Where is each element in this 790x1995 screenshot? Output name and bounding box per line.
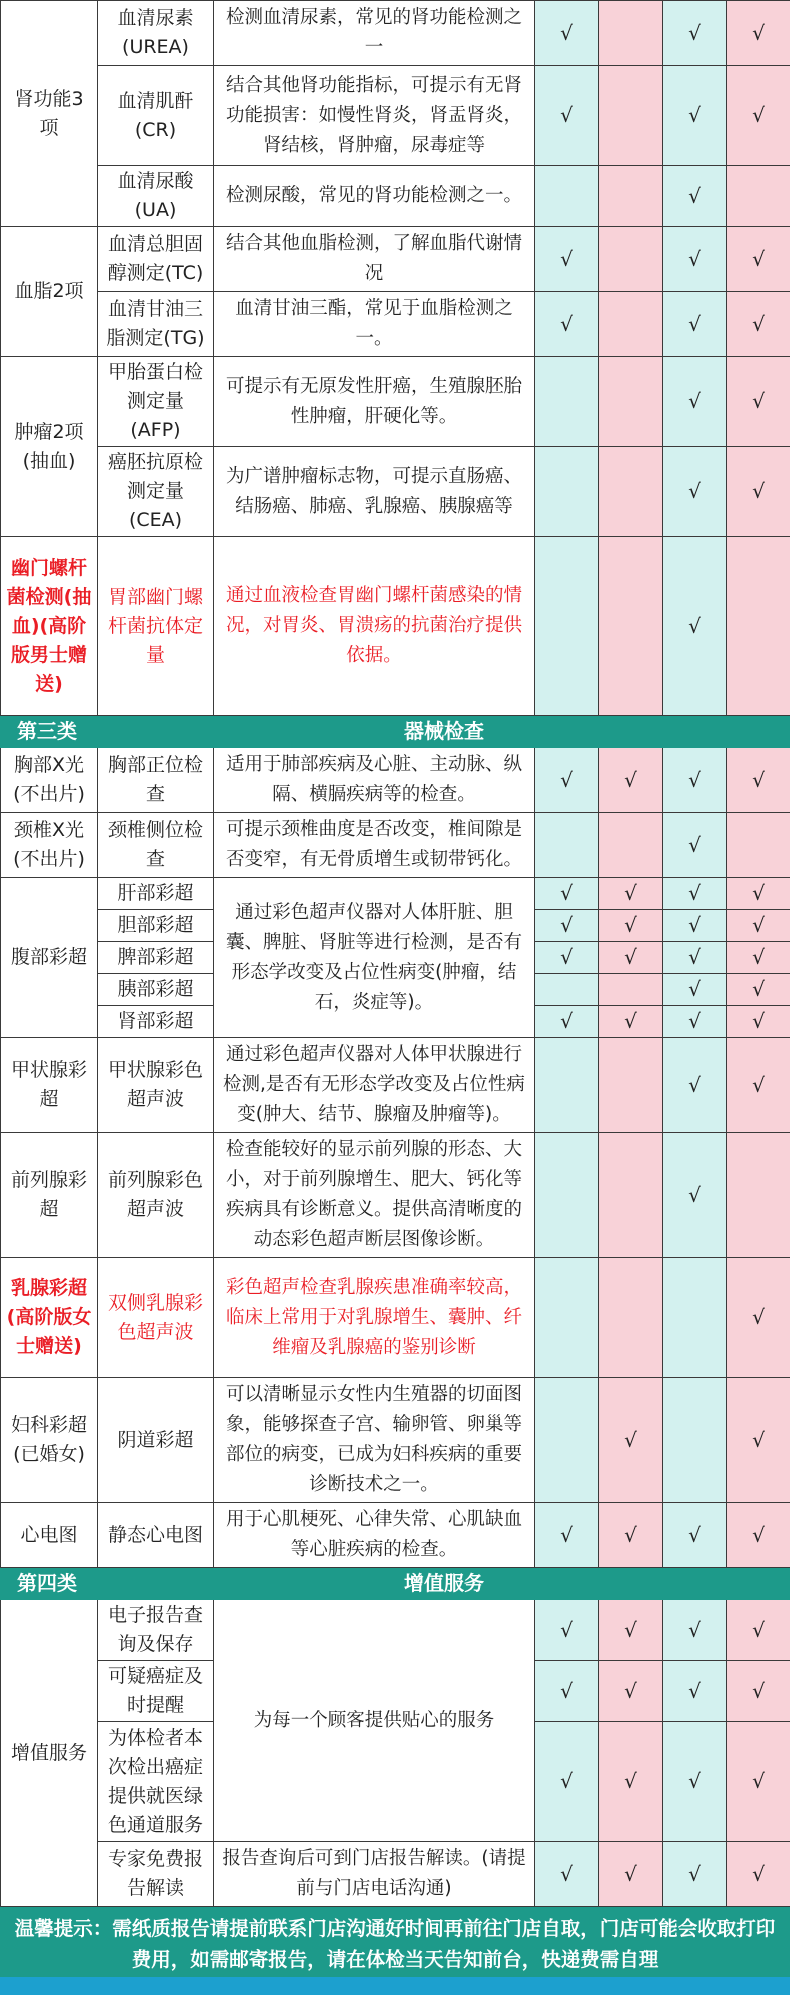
table-row bbox=[1, 447, 790, 537]
table-row bbox=[1, 1503, 790, 1568]
check-mark: √ bbox=[599, 910, 663, 942]
category-cell: 肿瘤2项(抽血) bbox=[1, 357, 98, 537]
category-cell: 血脂2项 bbox=[1, 227, 98, 357]
category-cell: 妇科彩超(已婚女) bbox=[1, 1378, 98, 1503]
empty-cell bbox=[535, 537, 599, 716]
empty-cell bbox=[535, 1038, 599, 1133]
item-cell: 胃部幽门螺杆菌抗体定量 bbox=[98, 537, 214, 716]
category-cell: 心电图 bbox=[1, 1503, 98, 1568]
desc-cell: 为每一个顾客提供贴心的服务 bbox=[214, 1600, 535, 1842]
category-cell: 乳腺彩超(高阶版女士赠送) bbox=[1, 1258, 98, 1378]
table-row bbox=[1, 166, 790, 227]
item-cell: 脾部彩超 bbox=[98, 942, 214, 974]
item-cell: 颈椎侧位检查 bbox=[98, 813, 214, 878]
item-cell: 血清尿素(UREA) bbox=[98, 1, 214, 66]
check-mark: √ bbox=[727, 1258, 790, 1378]
table-row bbox=[1, 878, 790, 910]
item-cell: 胰部彩超 bbox=[98, 974, 214, 1006]
section-header bbox=[1, 1568, 790, 1600]
check-mark: √ bbox=[663, 1722, 727, 1842]
check-mark: √ bbox=[663, 748, 727, 813]
check-mark: √ bbox=[663, 1006, 727, 1038]
table-row bbox=[1, 748, 790, 813]
check-mark: √ bbox=[663, 447, 727, 537]
desc-cell: 为广谱肿瘤标志物，可提示直肠癌、结肠癌、肺癌、乳腺癌、胰腺癌等 bbox=[214, 447, 535, 537]
item-cell: 前列腺彩色超声波 bbox=[98, 1133, 214, 1258]
section-title: 增值服务 bbox=[98, 1568, 790, 1600]
check-mark: √ bbox=[663, 1133, 727, 1258]
empty-cell bbox=[535, 357, 599, 447]
table-row bbox=[1, 813, 790, 878]
item-cell: 专家免费报告解读 bbox=[98, 1842, 214, 1907]
empty-cell bbox=[535, 1258, 599, 1378]
empty-cell bbox=[599, 813, 663, 878]
check-mark: √ bbox=[535, 1661, 599, 1722]
check-mark: √ bbox=[663, 1503, 727, 1568]
check-mark: √ bbox=[599, 1722, 663, 1842]
check-mark: √ bbox=[727, 447, 790, 537]
item-cell: 肾部彩超 bbox=[98, 1006, 214, 1038]
section-label: 第四类 bbox=[1, 1568, 98, 1600]
check-mark: √ bbox=[727, 1600, 790, 1661]
empty-cell bbox=[535, 1133, 599, 1258]
check-mark: √ bbox=[599, 1503, 663, 1568]
check-mark: √ bbox=[663, 878, 727, 910]
check-mark: √ bbox=[663, 1600, 727, 1661]
item-cell: 电子报告查询及保存 bbox=[98, 1600, 214, 1661]
check-mark: √ bbox=[727, 1378, 790, 1503]
empty-cell bbox=[599, 1258, 663, 1378]
desc-cell: 彩色超声检查乳腺疾患准确率较高，临床上常用于对乳腺增生、囊肿、纤维瘤及乳腺癌的鉴别诊断 bbox=[214, 1258, 535, 1378]
empty-cell bbox=[727, 166, 790, 227]
empty-cell bbox=[599, 357, 663, 447]
desc-cell: 通过彩色超声仪器对人体肝脏、胆囊、脾脏、肾脏等进行检测，是否有形态学改变及占位性病变(肿瘤，结石，炎症等)。 bbox=[214, 878, 535, 1038]
check-mark: √ bbox=[727, 942, 790, 974]
desc-cell: 检查能较好的显示前列腺的形态、大小，对于前列腺增生、肥大、钙化等疾病具有诊断意义。提供高清晰度的动态彩色超声断层图像诊断。 bbox=[214, 1133, 535, 1258]
category-cell: 前列腺彩超 bbox=[1, 1133, 98, 1258]
desc-cell: 用于心肌梗死、心律失常、心肌缺血等心脏疾病的检查。 bbox=[214, 1503, 535, 1568]
item-cell: 血清肌酐(CR) bbox=[98, 66, 214, 166]
empty-cell bbox=[599, 292, 663, 357]
empty-cell bbox=[599, 1133, 663, 1258]
notice-banner: 温馨提示：需纸质报告请提前联系门店沟通好时间再前往门店自取，门店可能会收取打印费用，如需邮寄报告，请在体检当天告知前台，快递费需自理 bbox=[0, 1907, 790, 1995]
check-mark: √ bbox=[599, 1661, 663, 1722]
check-mark: √ bbox=[727, 227, 790, 292]
empty-cell bbox=[727, 1133, 790, 1258]
table-row bbox=[1, 537, 790, 716]
desc-cell: 检测血清尿素，常见的肾功能检测之一 bbox=[214, 1, 535, 66]
check-mark: √ bbox=[535, 227, 599, 292]
check-mark: √ bbox=[535, 942, 599, 974]
check-mark: √ bbox=[599, 1378, 663, 1503]
check-mark: √ bbox=[663, 166, 727, 227]
item-cell: 血清总胆固醇测定(TC) bbox=[98, 227, 214, 292]
check-mark: √ bbox=[599, 1842, 663, 1907]
empty-cell bbox=[535, 166, 599, 227]
check-mark: √ bbox=[663, 537, 727, 716]
check-mark: √ bbox=[599, 1600, 663, 1661]
check-mark: √ bbox=[727, 357, 790, 447]
empty-cell bbox=[599, 66, 663, 166]
table-row bbox=[1, 1, 790, 66]
category-cell: 胸部X光(不出片) bbox=[1, 748, 98, 813]
item-cell: 可疑癌症及时提醒 bbox=[98, 1661, 214, 1722]
desc-cell: 通过血液检查胃幽门螺杆菌感染的情况，对胃炎、胃溃疡的抗菌治疗提供依据。 bbox=[214, 537, 535, 716]
table-row bbox=[1, 292, 790, 357]
table-row bbox=[1, 66, 790, 166]
category-cell: 幽门螺杆菌检测(抽血)(高阶版男士赠送) bbox=[1, 537, 98, 716]
check-mark: √ bbox=[535, 1600, 599, 1661]
empty-cell bbox=[535, 813, 599, 878]
check-mark: √ bbox=[663, 1038, 727, 1133]
item-cell: 为体检者本次检出癌症提供就医绿色通道服务 bbox=[98, 1722, 214, 1842]
check-mark: √ bbox=[727, 292, 790, 357]
empty-cell bbox=[727, 537, 790, 716]
check-mark: √ bbox=[535, 1722, 599, 1842]
check-mark: √ bbox=[599, 1006, 663, 1038]
check-mark: √ bbox=[727, 66, 790, 166]
empty-cell bbox=[535, 447, 599, 537]
check-mark: √ bbox=[727, 1, 790, 66]
item-cell: 阴道彩超 bbox=[98, 1378, 214, 1503]
desc-cell: 可以清晰显示女性内生殖器的切面图象，能够探查子宫、输卵管、卵巢等部位的病变，已成为妇科疾病的重要诊断技术之一。 bbox=[214, 1378, 535, 1503]
table-row bbox=[1, 1258, 790, 1378]
item-cell: 胆部彩超 bbox=[98, 910, 214, 942]
check-mark: √ bbox=[599, 878, 663, 910]
check-mark: √ bbox=[663, 1661, 727, 1722]
check-mark: √ bbox=[535, 66, 599, 166]
item-cell: 血清甘油三脂测定(TG) bbox=[98, 292, 214, 357]
table-row bbox=[1, 357, 790, 447]
table-row bbox=[1, 227, 790, 292]
category-cell: 肾功能3项 bbox=[1, 1, 98, 227]
desc-cell: 可提示有无原发性肝癌，生殖腺胚胎性肿瘤，肝硬化等。 bbox=[214, 357, 535, 447]
check-mark: √ bbox=[663, 1842, 727, 1907]
item-cell: 胸部正位检查 bbox=[98, 748, 214, 813]
check-mark: √ bbox=[727, 974, 790, 1006]
check-mark: √ bbox=[727, 1006, 790, 1038]
empty-cell bbox=[599, 166, 663, 227]
item-cell: 肝部彩超 bbox=[98, 878, 214, 910]
desc-cell: 适用于肺部疾病及心脏、主动脉、纵隔、横膈疾病等的检查。 bbox=[214, 748, 535, 813]
section-header bbox=[1, 716, 790, 748]
check-mark: √ bbox=[727, 878, 790, 910]
check-mark: √ bbox=[727, 1661, 790, 1722]
check-mark: √ bbox=[663, 813, 727, 878]
empty-cell bbox=[599, 227, 663, 292]
empty-cell bbox=[599, 1, 663, 66]
empty-cell bbox=[727, 813, 790, 878]
check-mark: √ bbox=[663, 292, 727, 357]
category-cell: 颈椎X光(不出片) bbox=[1, 813, 98, 878]
check-mark: √ bbox=[535, 1, 599, 66]
desc-cell: 可提示颈椎曲度是否改变，椎间隙是否变窄，有无骨质增生或韧带钙化。 bbox=[214, 813, 535, 878]
check-mark: √ bbox=[727, 910, 790, 942]
table-row bbox=[1, 1600, 790, 1661]
empty-cell bbox=[599, 1038, 663, 1133]
check-mark: √ bbox=[663, 227, 727, 292]
item-cell: 静态心电图 bbox=[98, 1503, 214, 1568]
check-mark: √ bbox=[663, 910, 727, 942]
section-label: 第三类 bbox=[1, 716, 98, 748]
empty-cell bbox=[599, 974, 663, 1006]
check-mark: √ bbox=[663, 942, 727, 974]
table-row bbox=[1, 1378, 790, 1503]
check-mark: √ bbox=[535, 910, 599, 942]
desc-cell: 结合其他血脂检测，了解血脂代谢情况 bbox=[214, 227, 535, 292]
empty-cell bbox=[663, 1378, 727, 1503]
item-cell: 双侧乳腺彩色超声波 bbox=[98, 1258, 214, 1378]
check-mark: √ bbox=[535, 878, 599, 910]
empty-cell bbox=[599, 447, 663, 537]
check-mark: √ bbox=[663, 974, 727, 1006]
check-mark: √ bbox=[599, 748, 663, 813]
check-mark: √ bbox=[599, 942, 663, 974]
check-mark: √ bbox=[727, 748, 790, 813]
empty-cell bbox=[535, 974, 599, 1006]
check-mark: √ bbox=[727, 1503, 790, 1568]
category-cell: 腹部彩超 bbox=[1, 878, 98, 1038]
check-mark: √ bbox=[535, 748, 599, 813]
check-mark: √ bbox=[535, 292, 599, 357]
desc-cell: 检测尿酸，常见的肾功能检测之一。 bbox=[214, 166, 535, 227]
check-mark: √ bbox=[727, 1038, 790, 1133]
category-cell: 甲状腺彩超 bbox=[1, 1038, 98, 1133]
category-cell: 增值服务 bbox=[1, 1600, 98, 1907]
desc-cell: 结合其他肾功能指标，可提示有无肾功能损害：如慢性肾炎，肾盂肾炎，肾结核，肾肿瘤，尿毒症等 bbox=[214, 66, 535, 166]
check-mark: √ bbox=[535, 1503, 599, 1568]
table-row bbox=[1, 1038, 790, 1133]
item-cell: 甲状腺彩色超声波 bbox=[98, 1038, 214, 1133]
check-mark: √ bbox=[727, 1722, 790, 1842]
section-title: 器械检查 bbox=[98, 716, 790, 748]
check-mark: √ bbox=[727, 1842, 790, 1907]
empty-cell bbox=[599, 537, 663, 716]
desc-cell: 血清甘油三酯，常见于血脂检测之一。 bbox=[214, 292, 535, 357]
check-mark: √ bbox=[663, 357, 727, 447]
item-cell: 甲胎蛋白检测定量(AFP) bbox=[98, 357, 214, 447]
check-mark: √ bbox=[535, 1842, 599, 1907]
item-cell: 血清尿酸(UA) bbox=[98, 166, 214, 227]
item-cell: 癌胚抗原检测定量(CEA) bbox=[98, 447, 214, 537]
table-row bbox=[1, 1842, 790, 1907]
check-mark: √ bbox=[663, 1, 727, 66]
empty-cell bbox=[663, 1258, 727, 1378]
check-mark: √ bbox=[663, 66, 727, 166]
desc-cell: 通过彩色超声仪器对人体甲状腺进行检测,是否有无形态学改变及占位性病变(肿大、结节、腺瘤及肿瘤等)。 bbox=[214, 1038, 535, 1133]
empty-cell bbox=[535, 1378, 599, 1503]
desc-cell: 报告查询后可到门店报告解读。(请提前与门店电话沟通) bbox=[214, 1842, 535, 1907]
table-row bbox=[1, 1133, 790, 1258]
check-mark: √ bbox=[535, 1006, 599, 1038]
